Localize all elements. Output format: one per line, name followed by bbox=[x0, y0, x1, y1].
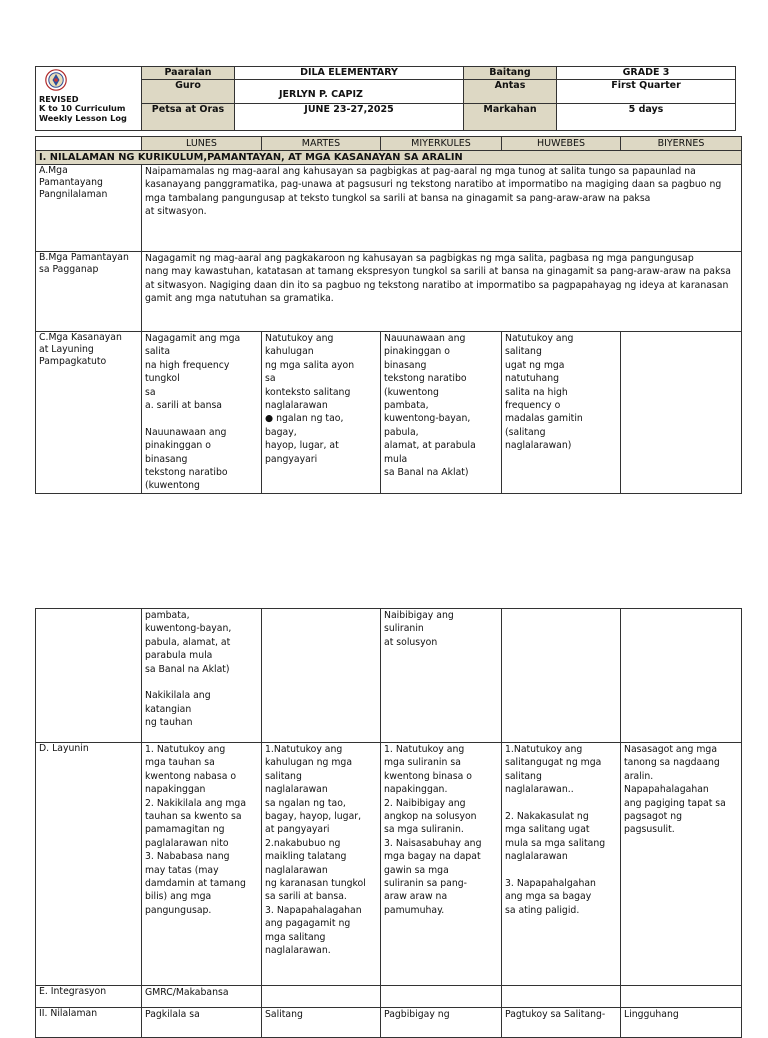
logo-text: REVISED K to 10 Curriculum Weekly Lesson Log bbox=[39, 94, 127, 123]
quarter-label: Markahan bbox=[464, 104, 557, 131]
school-label: Paaralan bbox=[142, 67, 235, 80]
date-value: JUNE 23-27,2025 bbox=[235, 104, 464, 131]
row-a-label: A.Mga Pamantayang Pangnilalaman bbox=[36, 165, 142, 252]
row-d-huwebes: 1.Natutukoy ang salitangugat ng mga salitang naglalarawan.. 2. Nakakasulat ng mga salitang ugat mula sa mga salitang naglalarawan 3. Napapahalgahan ang mga sa bagay sa ating paligid. bbox=[502, 743, 621, 986]
row-ii-martes: Salitang bbox=[262, 1008, 381, 1038]
row-kasanayan-continued bbox=[36, 609, 742, 743]
row-c-cont-biyernes bbox=[621, 609, 742, 743]
row-c-cont-label bbox=[36, 609, 142, 743]
row-c-cont-lunes: pambata, kuwentong-bayan, pabula, alamat, at parabula mula sa Banal na Aklat) Nakikilala ang katangian ng tauhan bbox=[142, 609, 262, 743]
row-ii-label: II. Nilalaman bbox=[36, 1008, 142, 1038]
row-c-martes: Natutukoy ang kahulugan ng mga salita ayon sa konteksto salitang naglalarawan ● ngalan ng tao, bagay, hayop, lugar, at pangyayari bbox=[262, 332, 381, 494]
deped-seal-icon bbox=[45, 69, 67, 91]
lesson-table-page-2 bbox=[35, 608, 742, 1038]
day-header-biyernes: BIYERNES bbox=[621, 137, 742, 151]
level-label: Antas bbox=[464, 80, 557, 104]
row-kasanayan bbox=[36, 332, 742, 494]
school-value: DILA ELEMENTARY bbox=[235, 67, 464, 80]
row-ii-huwebes: Pagtukoy sa Salitang- bbox=[502, 1008, 621, 1038]
row-d-label: D. Layunin bbox=[36, 743, 142, 986]
days-row-blank bbox=[36, 137, 142, 151]
level-value: First Quarter bbox=[557, 80, 736, 104]
row-d-biyernes: Nasasagot ang mga tanong sa nagdaang aralin. Napapahalagahan ang pagiging tapat sa pagsagot ng pagsusulit. bbox=[621, 743, 742, 986]
row-ii-miyerkules: Pagbibigay ng bbox=[381, 1008, 502, 1038]
row-c-huwebes: Natutukoy ang salitang ugat ng mga natutuhang salita na high frequency o madalas gamitin (salitang naglalarawan) bbox=[502, 332, 621, 494]
days-row bbox=[36, 137, 742, 151]
row-c-biyernes bbox=[621, 332, 742, 494]
row-c-cont-martes bbox=[262, 609, 381, 743]
section-title: I. NILALAMAN NG KURIKULUM,PAMANTAYAN, AT MGA KASANAYAN SA ARALIN bbox=[36, 151, 742, 165]
row-integrasyon bbox=[36, 986, 742, 1008]
day-header-lunes: LUNES bbox=[142, 137, 262, 151]
row-a-content: Naipamamalas ng mag-aaral ang kahusayan sa pagbigkas at pag-aaral ng mga tunog at salita tungo sa papaunlad na kasanayang panggramatika, pag-unawa at pagsusuri ng tekstong naratibo at impormatibo na magiging daan sa pagbuo ng mga tambalang pangungusap at teksto tungkol sa sarili at bansa na ginagamit sa pang-araw-araw na paksa at sitwasyon. bbox=[142, 165, 742, 252]
row-d-miyerkules: 1. Natutukoy ang mga suliranin sa kwentong binasa o napakinggan. 2. Naibibigay ang angkop na solusyon sa mga suliranin. 3. Naisasabuhay ang mga bagay na dapat gawin sa mga suliranin sa pang- araw araw na pamumuhay. bbox=[381, 743, 502, 986]
header-table bbox=[35, 66, 736, 131]
logo-cell bbox=[36, 67, 142, 131]
row-c-lunes: Nagagamit ang mga salita na high frequency tungkol sa a. sarili at bansa Nauunawaan ang pinakinggan o binasang tekstong naratibo (kuwentong bbox=[142, 332, 262, 494]
quarter-value: 5 days bbox=[557, 104, 736, 131]
row-e-biyernes bbox=[621, 986, 742, 1008]
grade-label: Baitang bbox=[464, 67, 557, 80]
row-e-martes bbox=[262, 986, 381, 1008]
day-header-huwebes: HUWEBES bbox=[502, 137, 621, 151]
row-ii-biyernes: Lingguhang bbox=[621, 1008, 742, 1038]
row-pamantayang-pangnilalaman bbox=[36, 165, 742, 252]
row-e-label: E. Integrasyon bbox=[36, 986, 142, 1008]
row-c-miyerkules: Nauunawaan ang pinakinggan o binasang tekstong naratibo (kuwentong pambata, kuwentong-bayan, pabula, alamat, at parabula mula sa Banal na Aklat) bbox=[381, 332, 502, 494]
row-c-cont-miyerkules: Naibibigay ang suliranin at solusyon bbox=[381, 609, 502, 743]
row-nilalaman bbox=[36, 1008, 742, 1038]
row-layunin bbox=[36, 743, 742, 986]
row-b-content: Nagagamit ng mag-aaral ang pagkakaroon ng kahusayan sa pagbigkas ng mga salita, pagbasa ng mga pangungusap nang may kawastuhan, katatasan at tamang ekspresyon tungkol sa sarili at bansa na ginagamit sa pang-araw-araw na paksa at sitwasyon. Nagiging daan din ito sa pagbuo ng tekstong naratibo at impormatibo sa pagpapahayag ng ideya at karanasan gamit ang mga natutuhan sa gramatika. bbox=[142, 252, 742, 332]
row-c-label: C.Mga Kasanayan at Layuning Pampagkatuto bbox=[36, 332, 142, 494]
day-header-martes: MARTES bbox=[262, 137, 381, 151]
row-ii-lunes: Pagkilala sa bbox=[142, 1008, 262, 1038]
row-e-miyerkules bbox=[381, 986, 502, 1008]
row-d-lunes: 1. Natutukoy ang mga tauhan sa kwentong nabasa o napakinggan 2. Nakikilala ang mga tauhan sa kwento sa pamamagitan ng paglalarawan nito 3. Nababasa nang may tatas (may damdamin at tamang bilis) ang mga pangungusap. bbox=[142, 743, 262, 986]
row-d-martes: 1.Natutukoy ang kahulugan ng mga salitang naglalarawan sa ngalan ng tao, bagay, hayop, lugar, at pangyayari 2.nakabubuo ng maikling talatang naglalarawan ng karanasan tungkol sa sarili at bansa. 3. Napapahalagahan ang pagagamit ng mga salitang naglalarawan. bbox=[262, 743, 381, 986]
date-label: Petsa at Oras bbox=[142, 104, 235, 131]
row-b-label: B.Mga Pamantayan sa Pagganap bbox=[36, 252, 142, 332]
row-e-huwebes bbox=[502, 986, 621, 1008]
teacher-value: JERLYN P. CAPIZ bbox=[235, 80, 464, 104]
row-c-cont-huwebes bbox=[502, 609, 621, 743]
grade-value: GRADE 3 bbox=[557, 67, 736, 80]
lesson-table-page-1 bbox=[35, 136, 742, 494]
row-pamantayan-sa-pagganap bbox=[36, 252, 742, 332]
day-header-miyerkules: MIYERKULES bbox=[381, 137, 502, 151]
row-e-lunes: GMRC/Makabansa bbox=[142, 986, 262, 1008]
teacher-label: Guro bbox=[142, 80, 235, 104]
